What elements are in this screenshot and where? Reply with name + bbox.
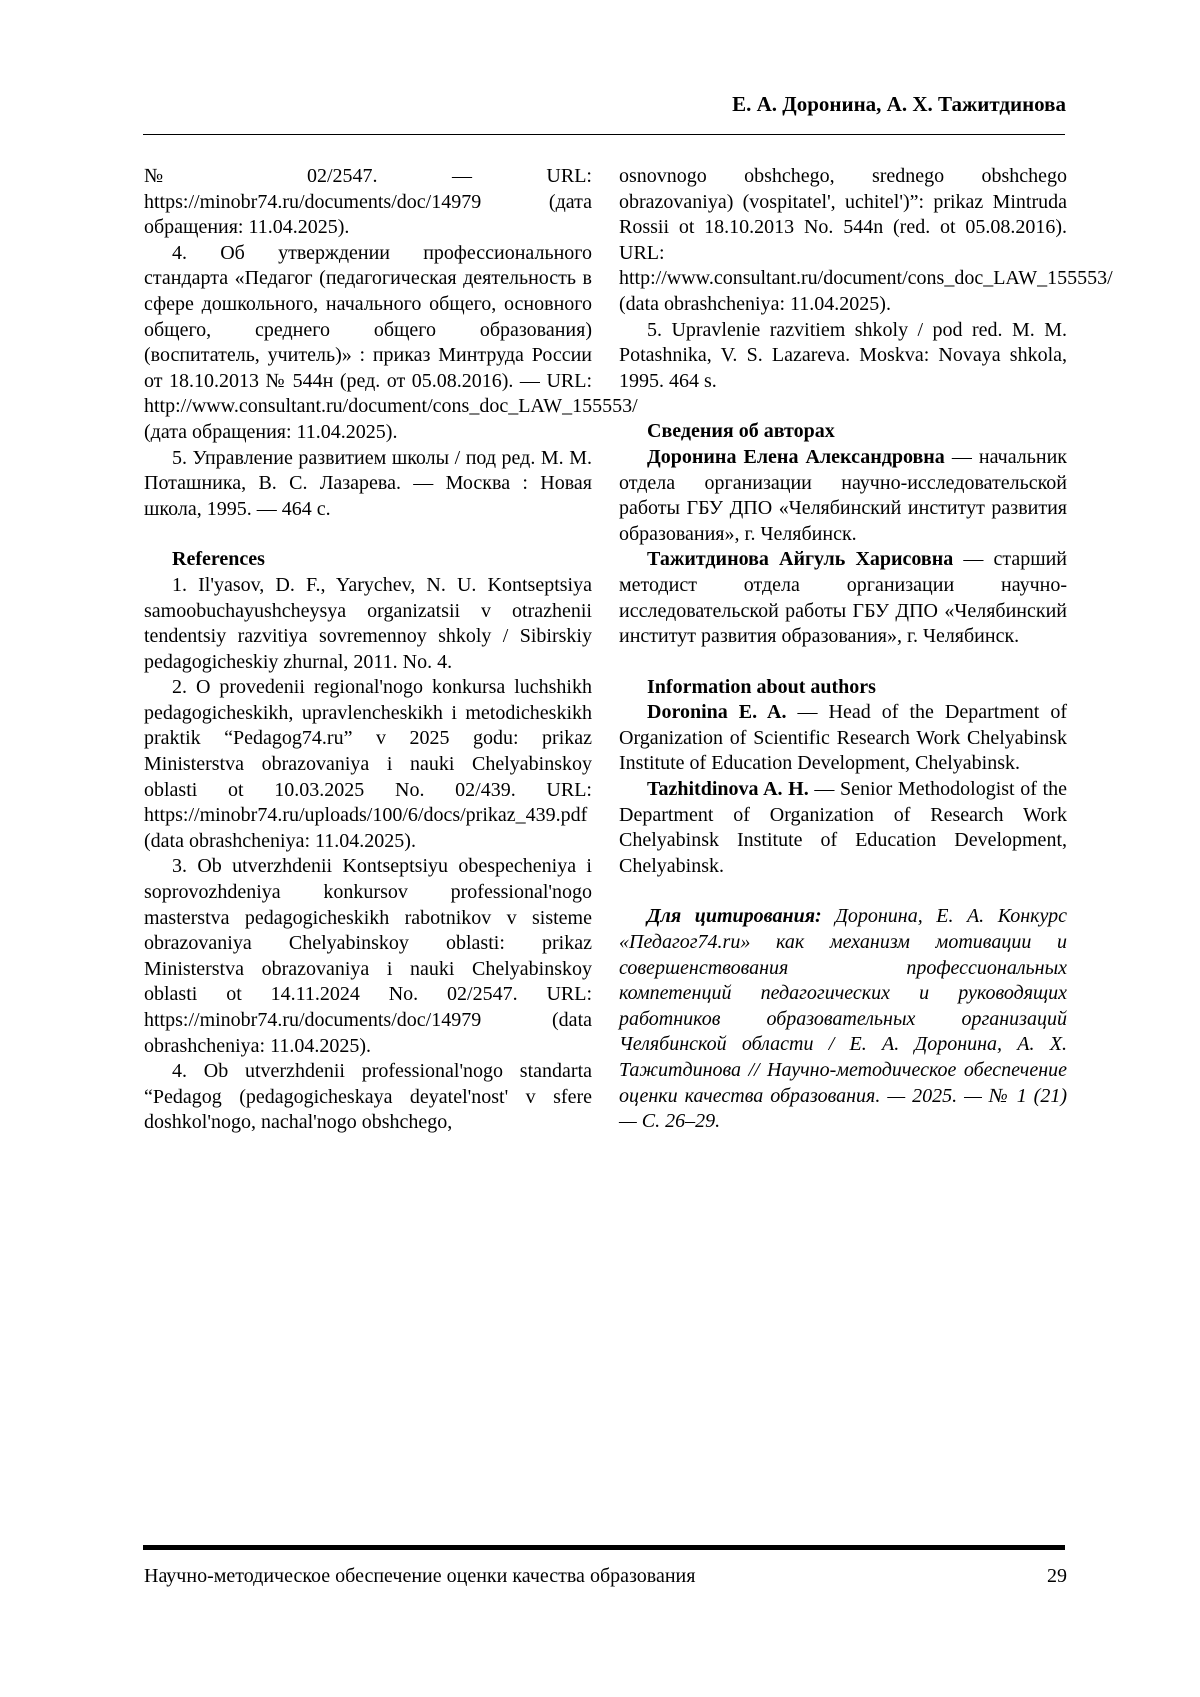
running-header-authors: Е. А. Доронина, А. Х. Тажитдинова	[732, 92, 1066, 116]
en-ref3: 3. Ob utverzhdenii Kontseptsiyu obespecheniya i soprovozhdeniya konkursov professional'nogo masterstva pedagogicheskikh rabotnikov v sisteme obrazovaniya Chelyabinskoy oblasti: prikaz Ministerstva obrazovaniya i nauki Chelyabinskoy oblasti ot 14.11.2024 No. 02/2547. URL: https://minobr74.ru/documents/doc/14979 (data obrashcheniya: 11.04.2025).	[144, 855, 592, 1057]
references-heading: References	[172, 548, 265, 571]
en-ref4-start: 4. Ob utverzhdenii professional'nogo standarta “Pedagog (pedagogicheskaya deyatel'nost' v sfere doshkol'nogo, nachal'nogo obshchego,	[144, 1060, 592, 1134]
ru-author1	[619, 445, 1067, 547]
en-ref4-end: osnovnogo obshchego, srednego obshchego obrazovaniya) (vospitatel', uchitel')”: prikaz Mintruda Rossii ot 18.10.2013 No. 544n (red. ot 05.08.2016). URL: http://www.consultant.ru/document/cons_doc_LAW_155553/ (data obrashcheniya: 11.04.2025).	[619, 165, 1113, 315]
footer-journal-title: Научно-методическое обеспечение оценки качества образования	[144, 1565, 696, 1587]
en-ref1: 1. Il'yasov, D. F., Yarychev, N. U. Kontseptsiya samoobuchayushcheysya organizatsii v otrazhenii tendentsiy razvitiya sovremennoy shkoly / Sibirskiy pedagogicheskiy zhurnal, 2011. No. 4.	[144, 573, 592, 673]
ru-ref3-tail: № 02/2547. — URL: https://minobr74.ru/documents/doc/14979 (дата обращения: 11.04.2025).	[144, 165, 592, 239]
right-column	[619, 164, 1113, 1135]
page-number: 29	[1047, 1565, 1067, 1587]
left-column	[144, 164, 638, 1136]
ru-author1-name: Доронина Елена Александровна	[647, 445, 945, 468]
en-ref2: 2. O provedenii regional'nogo konkursa luchshikh pedagogicheskikh, upravlencheskikh i metodicheskikh praktik “Pedagog74.ru” v 2025 godu: prikaz Ministerstva obrazovaniya i nauki Chelyabinskoy oblasti ot 10.03.2025 No. 02/439. URL: https://minobr74.ru/uploads/100/6/docs/prikaz_439.pdf (data obrashcheniya: 11.04.2025).	[144, 676, 592, 852]
citation-label: Для цитирования:	[647, 905, 822, 928]
citation-text: Доронина, Е. А. Конкурс «Педагог74.ru» как механизм мотивации и совершенствования профессиональных компетенций педагогических и руководящих работников образовательных организаций Челябинской области / Е. А. Доронина, А. Х. Тажитдинова // Научно-методическое обеспечение оценки качества образования. — 2025. — № 1 (21) — С. 26–29.	[619, 905, 1067, 1133]
en-author1	[619, 700, 1067, 777]
ru-author1-desc: — начальник отдела организации научно-исследовательской работы ГБУ ДПО «Челябинский институт развития образования», г. Челябинск.	[619, 445, 1067, 545]
ru-ref5: 5. Управление развитием школы / под ред. М. М. Поташника, В. С. Лазарева. — Москва : Новая школа, 1995. — 464 с.	[144, 446, 592, 520]
en-author1-name: Doronina E. A.	[647, 701, 787, 724]
footer-rule	[143, 1545, 1065, 1550]
ru-author2	[619, 547, 1067, 649]
en-author1-desc: — Head of the Department of Organization of Scientific Research Work Chelyabinsk Institute of Education Development, Chelyabinsk.	[619, 701, 1067, 775]
en-ref5: 5. Upravlenie razvitiem shkoly / pod red. M. M. Potashnika, V. S. Lazareva. Moskva: Novaya shkola, 1995. 464 s.	[619, 318, 1067, 392]
citation	[619, 904, 1067, 1134]
ru-author2-desc: — старший методист отдела организации научно-исследовательской работы ГБУ ДПО «Челябинский институт развития образования», г. Челябинск.	[619, 548, 1067, 648]
ru-authors-heading: Сведения об авторах	[647, 420, 835, 443]
ru-author2-name: Тажитдинова Айгуль Харисовна	[647, 548, 954, 571]
en-authors-heading: Information about authors	[647, 675, 876, 698]
en-author2-name: Tazhitdinova A. H.	[647, 778, 809, 801]
en-author2	[619, 777, 1067, 879]
ru-ref4: 4. Об утверждении профессионального стандарта «Педагог (педагогическая деятельность в сфере дошкольного, начального общего, основного общего, среднего общего образования) (воспитатель, учитель)» : приказ Минтруда России от 18.10.2013 № 544н (ред. от 05.08.2016). — URL: http://www.consultant.ru/document/cons_doc_LAW_155553/ (дата обращения: 11.04.2025).	[144, 241, 638, 443]
header-rule	[143, 134, 1065, 135]
en-author2-desc: — Senior Methodologist of the Department of Organization of Research Work Chelyabinsk Institute of Education Development, Chelyabinsk.	[619, 778, 1067, 877]
